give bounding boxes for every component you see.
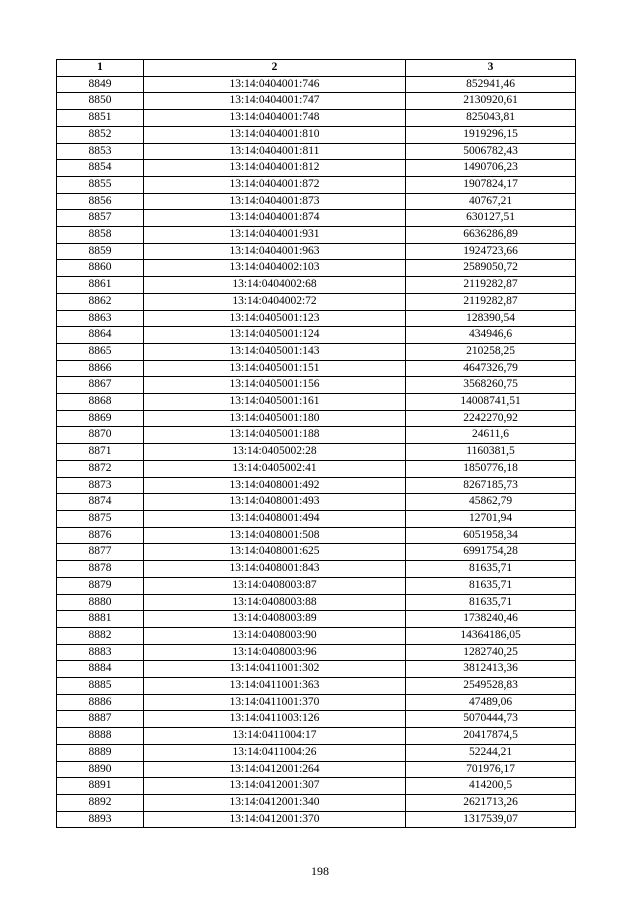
row-number-cell: 8855: [57, 176, 144, 193]
cadastral-number-cell: 13:14:0404002:103: [144, 260, 406, 277]
cadastral-number-cell: 13:14:0412001:264: [144, 761, 406, 778]
table-row: [57, 110, 576, 127]
table-row: [57, 778, 576, 795]
table-row: [57, 544, 576, 561]
cadastral-number-cell: 13:14:0405001:124: [144, 327, 406, 344]
cadastral-number-cell: 13:14:0408001:508: [144, 527, 406, 544]
value-cell: 81635,71: [406, 561, 576, 578]
registry-table: [56, 59, 576, 828]
cadastral-number-cell: 13:14:0408003:90: [144, 627, 406, 644]
column-header-3: 3: [406, 60, 576, 77]
value-cell: 414200,5: [406, 778, 576, 795]
table-row: [57, 327, 576, 344]
cadastral-number-cell: 13:14:0405002:41: [144, 460, 406, 477]
cadastral-number-cell: 13:14:0404001:931: [144, 227, 406, 244]
cadastral-number-cell: 13:14:0408003:87: [144, 577, 406, 594]
cadastral-number-cell: 13:14:0404001:874: [144, 210, 406, 227]
row-number-cell: 8867: [57, 377, 144, 394]
table-row: [57, 678, 576, 695]
table-header-row: [57, 60, 576, 77]
cadastral-number-cell: 13:14:0408001:625: [144, 544, 406, 561]
table-row: [57, 260, 576, 277]
value-cell: 1738240,46: [406, 611, 576, 628]
table-row: [57, 360, 576, 377]
cadastral-number-cell: 13:14:0411001:363: [144, 678, 406, 695]
page-number: 198: [311, 864, 329, 878]
table-row: [57, 577, 576, 594]
value-cell: 40767,21: [406, 193, 576, 210]
row-number-cell: 8883: [57, 644, 144, 661]
value-cell: 3568260,75: [406, 377, 576, 394]
row-number-cell: 8849: [57, 76, 144, 93]
row-number-cell: 8853: [57, 143, 144, 160]
value-cell: 434946,6: [406, 327, 576, 344]
row-number-cell: 8880: [57, 594, 144, 611]
table-row: [57, 661, 576, 678]
column-header-1: 1: [57, 60, 144, 77]
cadastral-number-cell: 13:14:0404001:747: [144, 93, 406, 110]
value-cell: 2130920,61: [406, 93, 576, 110]
cadastral-number-cell: 13:14:0404002:72: [144, 293, 406, 310]
cadastral-number-cell: 13:14:0405002:28: [144, 444, 406, 461]
value-cell: 210258,25: [406, 343, 576, 360]
row-number-cell: 8874: [57, 494, 144, 511]
cadastral-number-cell: 13:14:0408001:493: [144, 494, 406, 511]
cadastral-number-cell: 13:14:0411001:302: [144, 661, 406, 678]
value-cell: 5070444,73: [406, 711, 576, 728]
cadastral-number-cell: 13:14:0405001:156: [144, 377, 406, 394]
row-number-cell: 8866: [57, 360, 144, 377]
table-row: [57, 176, 576, 193]
value-cell: 52244,21: [406, 744, 576, 761]
row-number-cell: 8877: [57, 544, 144, 561]
row-number-cell: 8881: [57, 611, 144, 628]
row-number-cell: 8863: [57, 310, 144, 327]
row-number-cell: 8885: [57, 678, 144, 695]
table-body: [57, 76, 576, 828]
table-row: [57, 594, 576, 611]
cadastral-number-cell: 13:14:0412001:340: [144, 794, 406, 811]
row-number-cell: 8870: [57, 427, 144, 444]
table-row: [57, 728, 576, 745]
table-row: [57, 561, 576, 578]
row-number-cell: 8859: [57, 243, 144, 260]
value-cell: 825043,81: [406, 110, 576, 127]
row-number-cell: 8873: [57, 477, 144, 494]
table-row: [57, 143, 576, 160]
row-number-cell: 8860: [57, 260, 144, 277]
value-cell: 12701,94: [406, 510, 576, 527]
row-number-cell: 8891: [57, 778, 144, 795]
cadastral-number-cell: 13:14:0412001:307: [144, 778, 406, 795]
value-cell: 14364186,05: [406, 627, 576, 644]
cadastral-number-cell: 13:14:0405001:123: [144, 310, 406, 327]
value-cell: 5006782,43: [406, 143, 576, 160]
table-row: [57, 744, 576, 761]
table-row: [57, 794, 576, 811]
row-number-cell: 8876: [57, 527, 144, 544]
value-cell: 1160381,5: [406, 444, 576, 461]
row-number-cell: 8854: [57, 160, 144, 177]
cadastral-number-cell: 13:14:0405001:143: [144, 343, 406, 360]
table-row: [57, 277, 576, 294]
cadastral-number-cell: 13:14:0408001:843: [144, 561, 406, 578]
table-row: [57, 644, 576, 661]
value-cell: 2242270,92: [406, 410, 576, 427]
row-number-cell: 8889: [57, 744, 144, 761]
row-number-cell: 8869: [57, 410, 144, 427]
table-row: [57, 444, 576, 461]
cadastral-number-cell: 13:14:0412001:370: [144, 811, 406, 828]
row-number-cell: 8862: [57, 293, 144, 310]
row-number-cell: 8856: [57, 193, 144, 210]
value-cell: 20417874,5: [406, 728, 576, 745]
row-number-cell: 8892: [57, 794, 144, 811]
value-cell: 2589050,72: [406, 260, 576, 277]
cadastral-number-cell: 13:14:0405001:161: [144, 394, 406, 411]
table-row: [57, 93, 576, 110]
table-row: [57, 527, 576, 544]
value-cell: 2621713,26: [406, 794, 576, 811]
row-number-cell: 8868: [57, 394, 144, 411]
table-row: [57, 427, 576, 444]
value-cell: 6991754,28: [406, 544, 576, 561]
table-row: [57, 243, 576, 260]
table-row: [57, 293, 576, 310]
table-row: [57, 477, 576, 494]
cadastral-number-cell: 13:14:0404001:963: [144, 243, 406, 260]
table-row: [57, 394, 576, 411]
row-number-cell: 8850: [57, 93, 144, 110]
cadastral-number-cell: 13:14:0404001:811: [144, 143, 406, 160]
row-number-cell: 8884: [57, 661, 144, 678]
row-number-cell: 8857: [57, 210, 144, 227]
value-cell: 4647326,79: [406, 360, 576, 377]
cadastral-number-cell: 13:14:0404001:873: [144, 193, 406, 210]
value-cell: 14008741,51: [406, 394, 576, 411]
row-number-cell: 8871: [57, 444, 144, 461]
value-cell: 8267185,73: [406, 477, 576, 494]
value-cell: 1850776,18: [406, 460, 576, 477]
value-cell: 128390,54: [406, 310, 576, 327]
value-cell: 2119282,87: [406, 277, 576, 294]
value-cell: 1317539,07: [406, 811, 576, 828]
cadastral-number-cell: 13:14:0404001:810: [144, 126, 406, 143]
row-number-cell: 8879: [57, 577, 144, 594]
value-cell: 45862,79: [406, 494, 576, 511]
value-cell: 1490706,23: [406, 160, 576, 177]
table-row: [57, 310, 576, 327]
table-row: [57, 811, 576, 828]
value-cell: 24611,6: [406, 427, 576, 444]
cadastral-number-cell: 13:14:0408001:492: [144, 477, 406, 494]
value-cell: 1919296,15: [406, 126, 576, 143]
row-number-cell: 8872: [57, 460, 144, 477]
table-row: [57, 210, 576, 227]
table-row: [57, 126, 576, 143]
cadastral-number-cell: 13:14:0405001:188: [144, 427, 406, 444]
row-number-cell: 8861: [57, 277, 144, 294]
cadastral-number-cell: 13:14:0408003:96: [144, 644, 406, 661]
value-cell: 701976,17: [406, 761, 576, 778]
cadastral-number-cell: 13:14:0404001:812: [144, 160, 406, 177]
row-number-cell: 8886: [57, 694, 144, 711]
value-cell: 81635,71: [406, 577, 576, 594]
table-row: [57, 460, 576, 477]
row-number-cell: 8864: [57, 327, 144, 344]
table-row: [57, 160, 576, 177]
table-row: [57, 627, 576, 644]
cadastral-number-cell: 13:14:0411004:17: [144, 728, 406, 745]
value-cell: 1924723,66: [406, 243, 576, 260]
value-cell: 6636286,89: [406, 227, 576, 244]
row-number-cell: 8888: [57, 728, 144, 745]
cadastral-number-cell: 13:14:0408003:89: [144, 611, 406, 628]
row-number-cell: 8882: [57, 627, 144, 644]
row-number-cell: 8875: [57, 510, 144, 527]
table-row: [57, 377, 576, 394]
column-header-2: 2: [144, 60, 406, 77]
row-number-cell: 8851: [57, 110, 144, 127]
table-row: [57, 410, 576, 427]
row-number-cell: 8878: [57, 561, 144, 578]
table-row: [57, 343, 576, 360]
row-number-cell: 8887: [57, 711, 144, 728]
cadastral-number-cell: 13:14:0404001:746: [144, 76, 406, 93]
row-number-cell: 8852: [57, 126, 144, 143]
cadastral-number-cell: 13:14:0404001:872: [144, 176, 406, 193]
value-cell: 47489,06: [406, 694, 576, 711]
table-row: [57, 193, 576, 210]
cadastral-number-cell: 13:14:0411003:126: [144, 711, 406, 728]
row-number-cell: 8858: [57, 227, 144, 244]
value-cell: 2549528,83: [406, 678, 576, 695]
table-row: [57, 494, 576, 511]
table-row: [57, 510, 576, 527]
table-row: [57, 694, 576, 711]
value-cell: 81635,71: [406, 594, 576, 611]
table-row: [57, 76, 576, 93]
cadastral-number-cell: 13:14:0405001:151: [144, 360, 406, 377]
value-cell: 852941,46: [406, 76, 576, 93]
row-number-cell: 8865: [57, 343, 144, 360]
value-cell: 1282740,25: [406, 644, 576, 661]
value-cell: 1907824,17: [406, 176, 576, 193]
cadastral-number-cell: 13:14:0408001:494: [144, 510, 406, 527]
table-row: [57, 711, 576, 728]
value-cell: 2119282,87: [406, 293, 576, 310]
value-cell: 3812413,36: [406, 661, 576, 678]
cadastral-number-cell: 13:14:0408003:88: [144, 594, 406, 611]
cadastral-number-cell: 13:14:0411001:370: [144, 694, 406, 711]
cadastral-number-cell: 13:14:0411004:26: [144, 744, 406, 761]
row-number-cell: 8893: [57, 811, 144, 828]
cadastral-number-cell: 13:14:0405001:180: [144, 410, 406, 427]
table-row: [57, 227, 576, 244]
table-row: [57, 761, 576, 778]
value-cell: 6051958,34: [406, 527, 576, 544]
value-cell: 630127,51: [406, 210, 576, 227]
table-row: [57, 611, 576, 628]
cadastral-number-cell: 13:14:0404001:748: [144, 110, 406, 127]
cadastral-number-cell: 13:14:0404002:68: [144, 277, 406, 294]
row-number-cell: 8890: [57, 761, 144, 778]
